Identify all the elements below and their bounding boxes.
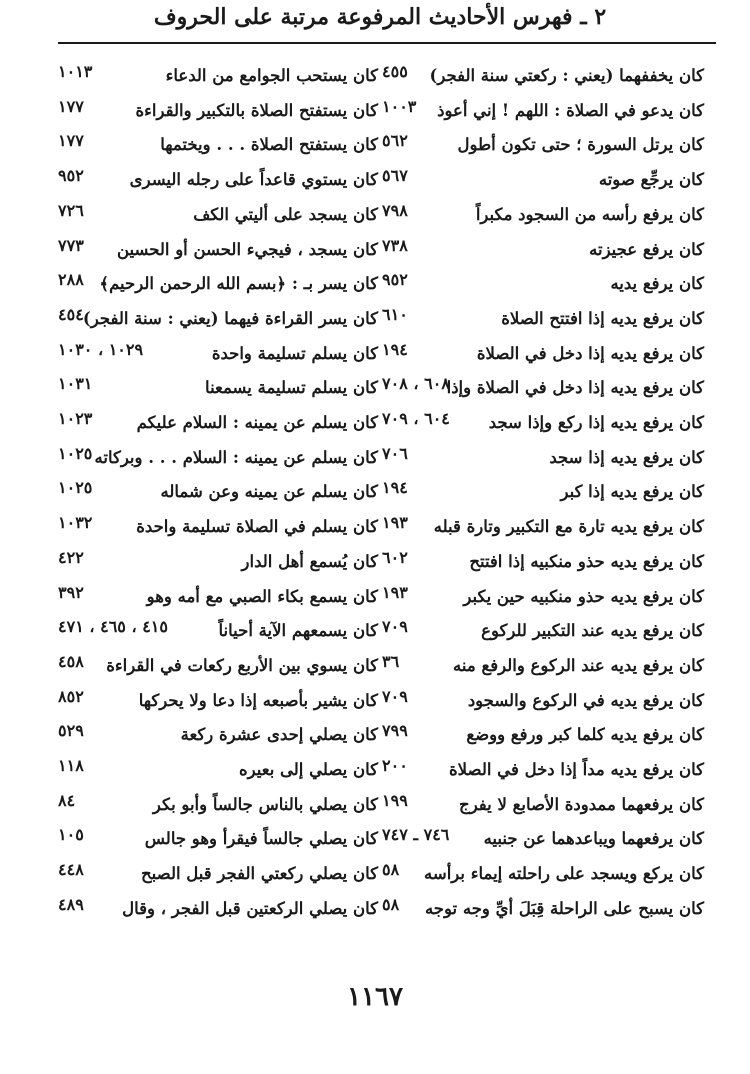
entry-text: كان يسجد ، فيجيء الحسن أو الحسين — [116, 239, 378, 259]
index-entry — [382, 199, 704, 233]
entry-text: كان يرفع يديه عند الركوع والرفع منه — [453, 655, 704, 675]
entry-page-number: ١٩٣ — [382, 582, 408, 602]
entry-page-number: ١٠٢٥ — [58, 443, 93, 463]
entry-page-number: ٧٠٦ — [382, 443, 408, 463]
index-entry — [58, 476, 378, 510]
entry-page-number: ٥٢٩ — [58, 721, 84, 741]
entry-text: كان يسوي بين الأربع ركعات في القراءة — [106, 655, 378, 675]
index-entry — [382, 164, 704, 198]
entry-text: كان يرفع يديه — [610, 274, 704, 294]
entry-text: كان يسجد على أليتي الكف — [193, 204, 378, 224]
entry-page-number: ٤٨٩ — [58, 894, 84, 914]
entry-page-number: ١٠٢٣ — [58, 409, 93, 428]
index-entry — [382, 858, 704, 892]
index-entry — [382, 407, 704, 441]
entry-text: كان يرفع عجيزته — [589, 239, 704, 259]
index-entry — [58, 129, 378, 163]
entry-text: كان يرفع يديه حذو منكبيه حين يكبر — [463, 586, 704, 606]
entry-page-number: ٧٠٩ — [382, 617, 408, 637]
index-entry — [382, 650, 704, 684]
entry-page-number: ١٧٧ — [58, 131, 84, 151]
entry-text: كان يرفعهما ممدودة الأصابع لا يفرج — [459, 794, 704, 814]
entry-page-number: ١٩٤ — [382, 478, 408, 498]
index-entry — [382, 511, 704, 545]
entry-page-number: ١٩٩ — [382, 790, 408, 810]
index-entry — [58, 789, 378, 823]
entry-page-number: ٧٧٣ — [58, 235, 84, 255]
entry-text: كان يرتل السورة ؛ حتى تكون أطول — [457, 135, 704, 155]
index-entry — [58, 858, 378, 892]
entry-text: كان يدعو في الصلاة : اللهم ! إني أعوذ — [437, 100, 704, 120]
index-entry — [58, 372, 378, 406]
entry-text: كان يرفع يديه إذا دخل في الصلاة وإذا — [446, 378, 704, 398]
entry-page-number: ١٠٣١ — [58, 374, 93, 394]
entry-page-number: ٧٩٨ — [382, 200, 408, 220]
entry-text: كان يشير بأصبعه إذا دعا ولا يحركها — [138, 690, 378, 710]
entry-page-number: ١٠٥ — [58, 825, 84, 845]
entry-text: كان يسر بـ : ﴿بسم الله الرحمن الرحيم﴾ — [99, 274, 378, 294]
index-entry — [58, 754, 378, 788]
entry-page-number: ٥٦٢ — [382, 131, 408, 151]
entry-text: كان يسلم تسليمة يسمعنا — [205, 378, 378, 398]
entry-text: كان يرفع يديه إذا سجد — [549, 447, 704, 467]
index-entry — [382, 442, 704, 476]
entry-text: كان يسر القراءة فيهما (يعني : سنة الفجر) — [82, 308, 378, 328]
index-entry — [58, 893, 378, 927]
index-entry — [58, 719, 378, 753]
entry-text: كان يسلم في الصلاة تسليمة واحدة — [136, 517, 378, 537]
entry-text: كان يرفع يديه مداً إذا دخل في الصلاة — [449, 760, 704, 779]
entry-page-number: ٩٥٢ — [382, 270, 408, 290]
index-entry — [382, 303, 704, 337]
entry-text: كان يرفع يديه كلما كبر ورفع ووضع — [466, 725, 704, 745]
entry-text: كان يخففهما (يعني : ركعتي سنة الفجر) — [429, 66, 704, 85]
entry-text: كان يستحب الجوامع من الدعاء — [165, 66, 378, 85]
entry-text: كان يرفع يديه إذا دخل في الصلاة — [476, 343, 704, 363]
entry-page-number: ١٧٧ — [58, 96, 84, 116]
index-entry — [382, 685, 704, 719]
page-number: ١١٦٧ — [347, 982, 403, 1012]
entry-page-number: ١٠٣٢ — [58, 513, 93, 533]
index-entry — [58, 650, 378, 684]
entry-page-number: ٥٨ — [382, 894, 400, 914]
entry-page-number: ٣٩٢ — [58, 582, 84, 602]
index-entry — [58, 823, 378, 857]
index-entry — [382, 719, 704, 753]
entry-text: كان يصلي جالساً فيقرأ وهو جالس — [144, 829, 378, 849]
index-entry — [382, 234, 704, 268]
index-entry — [382, 338, 704, 372]
entry-text: كان يرفعهما ويباعدهما عن جنبيه — [483, 829, 704, 849]
entry-text: كان يستفتح الصلاة . . . ويختمها — [160, 135, 378, 155]
entry-text: كان يسلم عن يمينه وعن شماله — [160, 482, 378, 502]
entry-text: كان يرفع يديه في الركوع والسجود — [467, 690, 704, 710]
entry-page-number: ٦٠٤ ، ٧٠٩ — [382, 409, 450, 428]
entry-page-number: ٤١٥ ، ٤٦٥ ، ٤٧١ — [58, 617, 168, 637]
entry-text: كان يرفع يديه تارة مع التكبير وتارة قبله — [433, 517, 704, 537]
index-entry — [382, 581, 704, 615]
entry-page-number: ٧٤٦ ـ ٧٤٧ — [382, 825, 450, 845]
entry-text: كان يسبح على الراحلة قِبَلَ أيِّ وجه توجه — [424, 898, 704, 918]
entry-page-number: ٤٤٨ — [58, 860, 84, 880]
entry-page-number: ٤٥٤ — [58, 304, 84, 324]
index-entry — [382, 615, 704, 649]
entry-text: كان يسمعهم الآية أحياناً — [218, 621, 378, 641]
entry-page-number: ٧٢٦ — [58, 200, 84, 220]
entry-page-number: ١٩٤ — [382, 339, 408, 359]
header-divider — [58, 42, 716, 44]
index-entry — [58, 199, 378, 233]
entry-text: كان يركع ويسجد على راحلته إيماء برأسه — [424, 864, 704, 884]
index-entry — [382, 754, 704, 788]
entry-text: كان يستفتح الصلاة بالتكبير والقراءة — [135, 100, 378, 120]
entry-page-number: ٤٥٥ — [382, 62, 408, 81]
entry-text: كان يسلم عن يمينه : السلام . . . وبركاته — [94, 447, 378, 467]
entry-text: كان يرفع يديه إذا كبر — [560, 482, 704, 502]
index-entry — [58, 546, 378, 580]
entry-page-number: ٨٤ — [58, 790, 76, 810]
entry-text: كان يرفع رأسه من السجود مكبراً — [475, 204, 704, 224]
index-entry — [58, 234, 378, 268]
index-entry — [382, 60, 704, 94]
entry-page-number: ٥٨ — [382, 860, 400, 880]
entry-text: كان يصلي إحدى عشرة ركعة — [180, 725, 378, 745]
index-entry — [58, 268, 378, 302]
index-entry — [382, 823, 704, 857]
entry-page-number: ٢٨٨ — [58, 270, 84, 290]
index-entry — [382, 476, 704, 510]
index-entry — [382, 789, 704, 823]
entry-page-number: ٦١٠ — [382, 304, 408, 324]
index-entry — [58, 338, 378, 372]
entry-page-number: ١٠٢٩ ، ١٠٣٠ — [58, 339, 144, 359]
entry-page-number: ١٠٢٥ — [58, 478, 93, 498]
index-entry — [58, 60, 378, 94]
index-entry — [382, 546, 704, 580]
index-entry — [58, 407, 378, 441]
index-entry — [58, 303, 378, 337]
entry-page-number: ١٠٠٣ — [382, 96, 417, 116]
index-entry — [58, 95, 378, 129]
index-entry — [382, 129, 704, 163]
entry-page-number: ٦٠٨ ، ٧٠٨ — [382, 374, 450, 394]
index-entry — [382, 95, 704, 129]
index-entry — [58, 581, 378, 615]
page-title: ٢ ـ فهرس الأحاديث المرفوعة مرتبة على الحروف — [153, 4, 607, 30]
entry-text: كان يسمع بكاء الصبي مع أمه وهو — [146, 586, 378, 606]
entry-text: كان يصلي الركعتين قبل الفجر ، وقال — [122, 898, 378, 918]
entry-text: كان يصلي ركعتي الفجر قبل الصبح — [141, 864, 378, 884]
entry-text: كان يسلم عن يمينه : السلام عليكم — [136, 413, 378, 432]
entry-text: كان يُسمع أهل الدار — [241, 551, 378, 571]
entry-page-number: ٧٠٩ — [382, 686, 408, 706]
entry-text: كان يصلي بالناس جالساً وأبو بكر — [152, 794, 378, 814]
entry-text: كان يرفع يديه إذا افتتح الصلاة — [501, 308, 704, 328]
entry-text: كان يستوي قاعداً على رجله اليسرى — [129, 170, 378, 190]
entry-text: كان يرفع يديه حذو منكبيه إذا افتتح — [469, 551, 704, 571]
index-entry — [58, 164, 378, 198]
entry-page-number: ٤٢٢ — [58, 547, 84, 567]
index-entry — [382, 372, 704, 406]
entry-page-number: ٦٠٢ — [382, 547, 408, 567]
entry-text: كان يرفع يديه إذا ركع وإذا سجد — [488, 413, 704, 432]
entry-text: كان يرجِّع صوته — [598, 170, 704, 190]
entry-text: كان يصلي إلى بعيره — [239, 760, 378, 779]
entry-page-number: ٣٦ — [382, 651, 400, 671]
entry-page-number: ١٩٣ — [382, 513, 408, 533]
entry-page-number: ٨٥٢ — [58, 686, 84, 706]
index-entry — [382, 893, 704, 927]
entry-page-number: ٢٠٠ — [382, 756, 408, 775]
entry-page-number: ١١٨ — [58, 756, 84, 775]
index-entry — [58, 442, 378, 476]
entry-page-number: ٧٩٩ — [382, 721, 408, 741]
entry-page-number: ٧٣٨ — [382, 235, 408, 255]
entry-text: كان يسلم تسليمة واحدة — [211, 343, 378, 363]
entry-page-number: ٤٥٨ — [58, 651, 84, 671]
entry-page-number: ٥٦٧ — [382, 166, 408, 186]
index-entry — [58, 511, 378, 545]
entry-page-number: ١٠١٣ — [58, 62, 93, 81]
entry-page-number: ٩٥٢ — [58, 166, 84, 186]
index-entry — [58, 615, 378, 649]
index-entry — [382, 268, 704, 302]
entry-text: كان يرفع يديه عند التكبير للركوع — [481, 621, 704, 641]
index-entry — [58, 685, 378, 719]
